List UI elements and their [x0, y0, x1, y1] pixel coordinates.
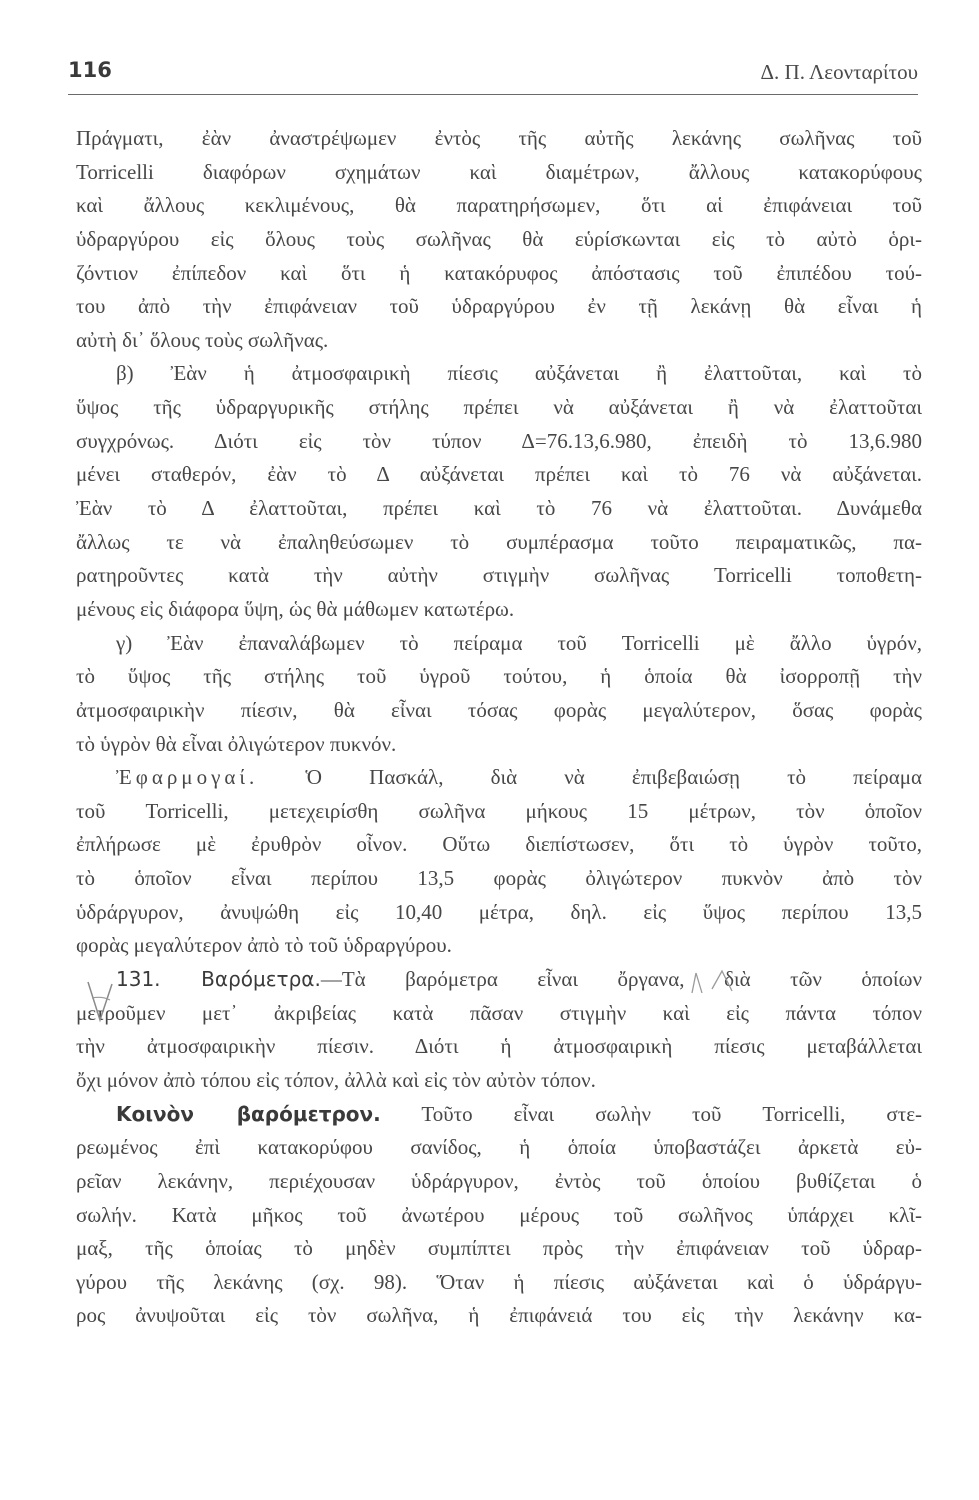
section-text: —Τὰ βαρόμετρα εἶναι ὄργανα, διὰ τῶν ὁποίων [320, 967, 922, 992]
applications-line [76, 761, 922, 795]
text-line: τοῦ Torricelli, μετεχειρίσθη σωλῆνα μήκους 15 μέτρων, τὸν ὁποῖον [76, 798, 922, 823]
text-line: συγχρόνως. Διότι εἰς τὸν τύπον Δ=76.13,6.980, ἐπειδὴ τὸ 13,6.980 [76, 428, 922, 453]
text-line: ρατηροῦντες κατὰ τὴν αὐτὴν στιγμὴν σωλῆνας Torricelli τοποθετη- [76, 563, 922, 588]
text-line: αὐτὴ δι᾽ ὅλους τοὺς σωλῆνας. [76, 327, 329, 352]
text-line: τὸ ὁποῖον εἶναι περίπου 13,5 φορὰς ὀλιγώτερον πυκνὸν ἀπὸ τὸν [76, 866, 922, 891]
text-line: Πράγματι, ἐὰν ἀναστρέψωμεν ἐντὸς τῆς αὐτῆς λεκάνης σωλῆνας τοῦ [76, 126, 922, 150]
text-line: μένους εἰς διάφορα ὕψη, ὡς θὰ μάθωμεν κατωτέρω. [76, 596, 515, 621]
text-line: γ) Ἐὰν ἐπαναλάβωμεν τὸ πείραμα τοῦ Torricelli μὲ ἄλλο ὑγρόν, [116, 630, 922, 655]
text-line: ρεωμένος ἐπὶ κατακορύφου σανίδος, ἡ ὁποία ὑποβαστάζει ἀρκετὰ εὐ- [76, 1135, 922, 1160]
section-heading: 131. Βαρόμετρα. [116, 967, 321, 992]
text-line: β) Ἐὰν ἡ ἀτμοσφαιρικὴ πίεσις αὐξάνεται ἢ ἐλαττοῦται, καὶ τὸ [116, 361, 922, 386]
text-line: του ἀπὸ τὴν ἐπιφάνειαν τοῦ ὑδραργύρου ἐν τῇ λεκάνῃ θὰ εἶναι ἡ [76, 294, 922, 319]
text-line: μαξ, τῆς ὁποίας τὸ μηδὲν συμπίπτει πρὸς τὴν ἐπιφάνειαν τοῦ ὑδραρ- [76, 1236, 922, 1261]
text-line: ὕψος τῆς ὑδραργυρικῆς στήλης πρέπει νὰ αὐξάνεται ἢ νὰ ἐλαττοῦται [76, 395, 922, 420]
common-barometer-line [76, 1098, 922, 1132]
common-barometer-text: Τοῦτο εἶναι σωλὴν τοῦ Torricelli, στε- [380, 1101, 922, 1126]
pen-scribble-icon [688, 963, 736, 999]
page-number: 116 [68, 58, 112, 82]
text-line: ζόντιον ἐπίπεδον καὶ ὅτι ἡ κατακόρυφος ἀπόστασις τοῦ ἐπιπέδου τού- [76, 260, 922, 285]
text-line: τὴν ἀτμοσφαιρικὴν πίεσιν. Διότι ἡ ἀτμοσφαιρικὴ πίεσις μεταβάλλεται [76, 1034, 922, 1059]
text-line: τὸ ὑγρὸν θὰ εἶναι ὀλιγώτερον πυκνόν. [76, 731, 397, 756]
text-line: μένει σταθερόν, ἐὰν τὸ Δ αὐξάνεται πρέπει καὶ τὸ 76 νὰ αὐξάνεται. [76, 462, 922, 487]
text-line: φορὰς μεγαλύτερον ἀπὸ τὸ τοῦ ὑδραργύρου. [76, 933, 452, 958]
text-line: ὑδραργύρου εἰς ὅλους τοὺς σωλῆνας θὰ εὑρίσκωνται εἰς τὸ αὐτὸ ὁρι- [76, 226, 922, 251]
running-head: Δ. Π. Λεονταρίτου [760, 60, 918, 84]
text-line: Ἐὰν τὸ Δ ἐλαττοῦται, πρέπει καὶ τὸ 76 νὰ ἐλαττοῦται. Δυνάμεθα [76, 496, 922, 521]
text-line: μετροῦμεν μετ᾽ ἀκριβείας κατὰ πᾶσαν στιγμὴν καὶ εἰς πάντα τόπον [76, 1000, 922, 1025]
text-line: Torricelli διαφόρων σχημάτων καὶ διαμέτρων, ἄλλους κατακορύφους [76, 159, 922, 184]
text-line: ὑδράργυρον, ἀνυψώθη εἰς 10,40 μέτρα, δηλ. εἰς ὕψος περίπου 13,5 [76, 899, 922, 924]
body-text [76, 122, 922, 1333]
common-barometer-heading: Κοινὸν βαρόμετρον. [116, 1101, 381, 1126]
text-line: ἐπλήρωσε μὲ ἐρυθρὸν οἶνον. Οὕτω διεπίστωσεν, ὅτι τὸ ὑγρὸν τοῦτο, [76, 832, 922, 857]
text-line: καὶ ἄλλους κεκλιμένους, θὰ παρατηρήσωμεν, ὅτι αἱ ἐπιφάνειαι τοῦ [76, 193, 922, 218]
text-line: γύρου τῆς λεκάνης (σχ. 98). Ὅταν ἡ πίεσις αὐξάνεται καὶ ὁ ὑδράργυ- [76, 1269, 922, 1294]
text-line: σωλήν. Κατὰ μῆκος τοῦ ἀνωτέρου μέρους τοῦ σωλῆνος ὑπάρχει κλῖ- [76, 1202, 922, 1227]
text-line: τὸ ὕψος τῆς στήλης τοῦ ὑγροῦ τούτου, ἡ ὁποία θὰ ἰσορροπῇ τὴν [76, 664, 922, 689]
text-line: ἄλλως τε νὰ ἐπαληθεύσωμεν τὸ συμπέρασμα τοῦτο πειραματικῶς, πα- [76, 529, 922, 554]
text-line: ἀτμοσφαιρικὴν πίεσιν, θὰ εἶναι τόσας φορὰς μεγαλύτερον, ὅσας φορὰς [76, 697, 922, 722]
section-heading-line [76, 963, 922, 997]
applications-heading: Ἐφαρμογαί. [116, 765, 259, 790]
text-line: ρος ἀνυψοῦται εἰς τὸν σωλῆνα, ἡ ἐπιφάνειά του εἰς τὴν λεκάνην κα- [76, 1303, 922, 1328]
pen-checkmark-icon [82, 976, 128, 1030]
applications-text: Ὁ Πασκάλ, διὰ νὰ ἐπιβεβαιώσῃ τὸ πείραμα [258, 765, 922, 790]
page-header [68, 58, 918, 95]
text-line: ὄχι μόνον ἀπὸ τόπου εἰς τόπον, ἀλλὰ καὶ εἰς τὸν αὐτὸν τόπον. [76, 1067, 596, 1092]
text-line: ρεῖαν λεκάνην, περιέχουσαν ὑδράργυρον, ἐντὸς τοῦ ὁποίου βυθίζεται ὁ [76, 1168, 922, 1193]
